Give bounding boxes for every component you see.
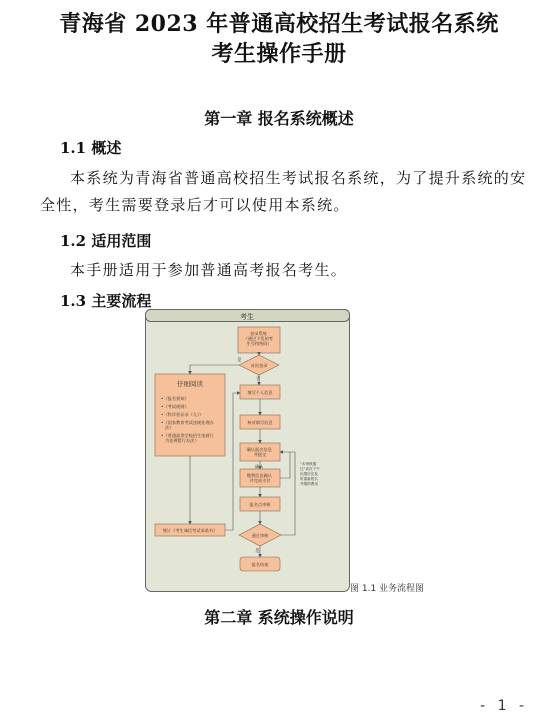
label-no: 否 [256, 377, 261, 382]
step-end-label: 报名结束 [251, 562, 269, 567]
swimlane-title: 考生 [240, 313, 254, 321]
decision-pass-label: 通过审核 [251, 533, 269, 538]
section-1-3-title: 1.3 主要流程 [60, 292, 152, 310]
chapter2-heading: 第二章 系统操作说明 [204, 608, 354, 627]
label-yes: 是 [237, 358, 242, 363]
section-1-1-title: 1.1 概述 [60, 139, 122, 157]
page-number: - 1 - [480, 698, 528, 714]
document-title-line2: 考生操作手册 [211, 41, 347, 67]
step-check-info-label: 核对填写信息 [247, 420, 273, 425]
document-title-line1: 青海省 2023 年普通高校招生考试报名系统 [59, 11, 499, 37]
svg-text:登录系统 （通过下发的考 生号和密码）: 登录系统 （通过下发的考 生号和密码） [243, 331, 273, 346]
step-fill-info-label: 填写个人信息 [247, 390, 273, 395]
decision-first-login-label: 首次登录 [250, 363, 268, 368]
svg-text:是: 是 [255, 549, 260, 554]
section-1-2-title: 1.2 适用范围 [60, 232, 152, 250]
business-flowchart [145, 309, 350, 592]
step-review-label: 报名点审核 [249, 502, 271, 507]
section-1-2-text: 本手册适用于参加普通高考报名考生。 [70, 261, 348, 279]
figure-caption: 图 1.1 业务流程图 [350, 584, 425, 594]
chapter1-heading: 第一章 报名系统概述 [204, 109, 354, 128]
read-box-items: •《报名须知》 •《考试规则》 •《科诊验证录（九）》 •《国家教育考试违规处理办 法》 •《普通高等学校招生违规行 为处理暂行办法》 [161, 396, 214, 443]
section-1-1-text: 本系统为青海省普通高校招生考试报名系统，为了提升系统的安全性，考生需要登录后才可以使用本系统。 [40, 169, 527, 214]
svg-text:确认报名信息 并提交: 确认报名信息 并提交 [246, 447, 272, 457]
sign-box-label: 签订《考生诚信考试承诺书》 [162, 528, 218, 533]
svg-text:缴费信息确认 并完成支付: 缴费信息确认 并完成支付 [246, 473, 272, 483]
label-confirm: 确认 [255, 464, 264, 469]
side-note: “未审核通 过”或在下午 出缴后应及 时重新报名 并缴纳费用 [300, 462, 320, 486]
read-box-title: 仔细阅读 [177, 380, 203, 388]
